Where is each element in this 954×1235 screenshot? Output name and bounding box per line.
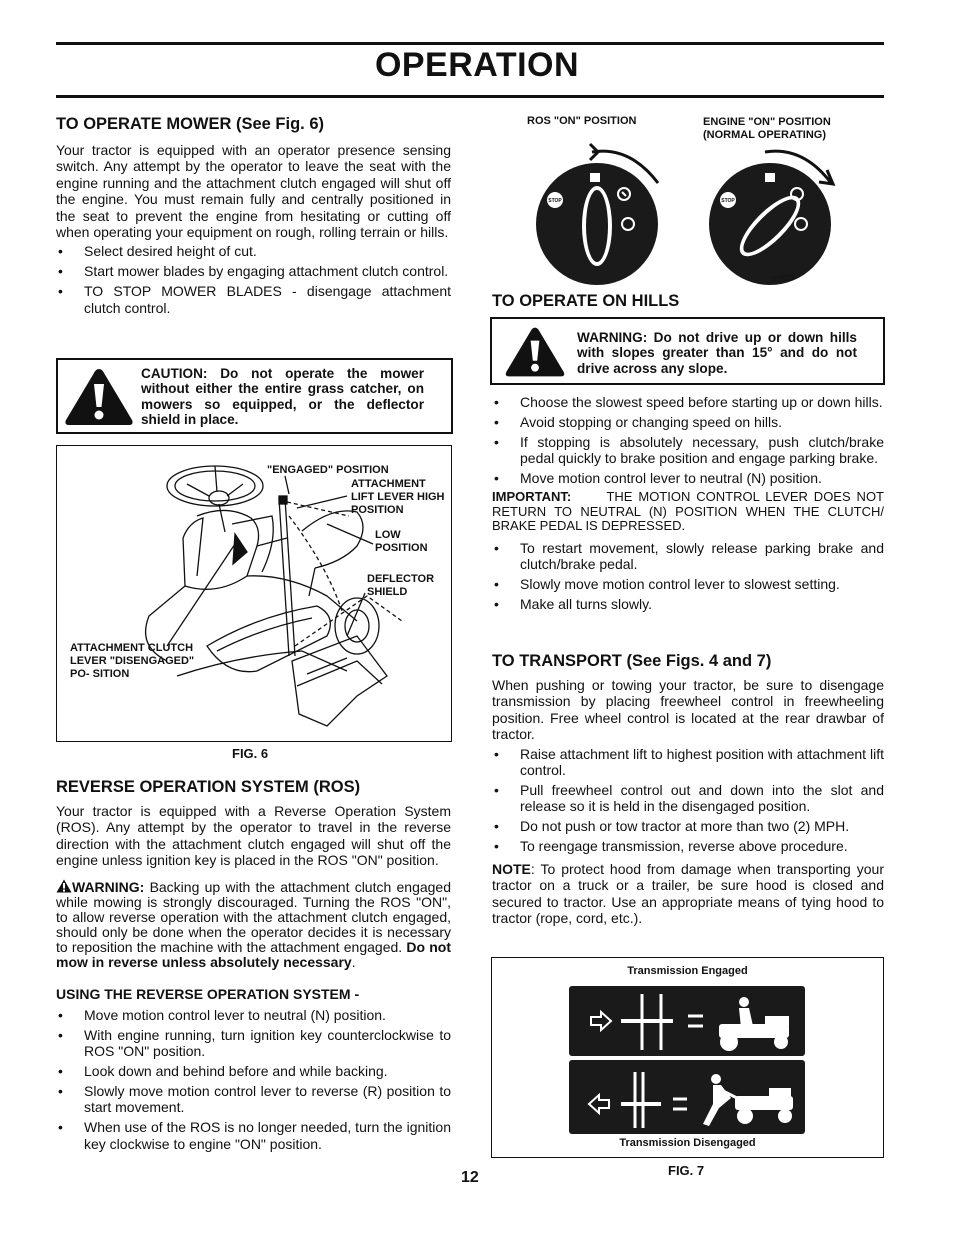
list-item: • Do not push or tow tractor at more than two (2) MPH.	[492, 818, 884, 834]
list-item: • TO STOP MOWER BLADES - disengage attachment clutch control.	[56, 283, 451, 316]
label-lift-lever: ATTACHMENT LIFT LEVER HIGH POSITION	[351, 478, 445, 516]
important-note: IMPORTANT: THE MOTION CONTROL LEVER DOES NOT RETURN TO NEUTRAL (N) POSITION WHEN THE CLUTCH/ BRAKE PEDAL IS DEPRESSED.	[492, 489, 885, 534]
label-deflector-shield: DEFLECTOR SHIELD	[367, 573, 435, 598]
label-engine-on-position: ENGINE "ON" POSITION (NORMAL OPERATING)	[703, 116, 831, 141]
label-ros-on-position: ROS "ON" POSITION	[527, 115, 637, 127]
transport-bullets	[492, 746, 884, 855]
fig6-caption: FIG. 6	[232, 746, 269, 761]
caution-box	[56, 358, 453, 434]
list-item: • Select desired height of cut.	[56, 243, 451, 259]
hills-bullets-2	[492, 540, 884, 613]
hills-content	[492, 394, 884, 616]
list-item: • Look down and behind before and while backing.	[56, 1063, 451, 1079]
list-item: • Move motion control lever to neutral (N) position.	[492, 470, 884, 486]
hills-bullets	[492, 394, 884, 487]
list-item: • Choose the slowest speed before starting up or down hills.	[492, 394, 884, 410]
list-item: • Slowly move motion control lever to reverse (R) position to start movement.	[56, 1083, 451, 1116]
ros-subheading: USING THE REVERSE OPERATION SYSTEM -	[56, 985, 360, 1002]
ros-warning: WARNING: Backing up with the attachment clutch engaged while mowing is strongly discouraged. Turning the ROS "ON", to allow reverse operation with the attachment clutch engaged, should only be done when the operator decides it is necessary to reposition the machine with the attachment engaged. Do not mow in reverse unless absolutely necessary.	[56, 878, 452, 970]
label-low-position: LOW POSITION	[375, 529, 428, 554]
list-item: • Slowly move motion control lever to slowest setting.	[492, 576, 884, 592]
mower-body: Your tractor is equipped with an operator presence sensing switch. Any attempt by the operator to leave the seat with the engine running and the attachment clutch engaged will shut off the engine. You must remain fully and centrally positioned in the seat to prevent the engine from hesitating or cutting off when operating your equipment on rough, rolling terrain or hills.	[56, 142, 451, 241]
list-item: • With engine running, turn ignition key counterclockwise to ROS "ON" position.	[56, 1027, 451, 1060]
stop-label: STOP	[548, 198, 562, 204]
transport-heading: TO TRANSPORT (See Figs. 4 and 7)	[492, 652, 772, 670]
transport-note: NOTE: To protect hood from damage when transporting your tractor on a truck or a trailer, be sure hood is closed and secured to tractor. Use an appropriate means of tying hood to tractor (rope, cord, etc.).	[492, 860, 884, 927]
transmission-panel	[569, 986, 805, 1134]
fig7-caption: FIG. 7	[668, 1163, 705, 1178]
list-item: • Move motion control lever to neutral (N) position.	[56, 1007, 451, 1023]
section-operate-mower	[56, 115, 451, 320]
hills-warning-text: WARNING: Do not drive up or down hills with slopes greater than 15° and do not drive across any slope.	[577, 330, 857, 376]
section-ros	[56, 778, 451, 1156]
list-item: • To reengage transmission, reverse above procedure.	[492, 838, 884, 854]
mower-bullets	[56, 243, 451, 316]
mower-heading: TO OPERATE MOWER (See Fig. 6)	[56, 115, 324, 133]
label-transmission-engaged: Transmission Engaged	[627, 965, 748, 977]
list-item: • To restart movement, slowly release parking brake and clutch/brake pedal.	[492, 540, 884, 573]
ros-heading: REVERSE OPERATION SYSTEM (ROS)	[56, 778, 361, 796]
hills-heading: TO OPERATE ON HILLS	[492, 292, 680, 310]
label-engaged-position: "ENGAGED" POSITION	[267, 464, 389, 476]
ros-bullets	[56, 1007, 451, 1153]
list-item: • Make all turns slowly.	[492, 596, 884, 612]
ignition-switch-ros-icon	[520, 138, 670, 288]
section-hills	[492, 292, 884, 311]
stop-label: STOP	[721, 198, 735, 204]
page-number: 12	[461, 1169, 479, 1186]
warning-triangle-icon	[56, 879, 72, 893]
list-item: • Raise attachment lift to highest position with attachment lift control.	[492, 746, 884, 779]
section-transport	[492, 652, 884, 926]
hills-warning-box	[490, 317, 885, 385]
figure-code: 02828	[771, 272, 795, 285]
warning-triangle-icon	[502, 325, 568, 379]
header-bottom-rule	[56, 95, 884, 98]
label-transmission-disengaged: Transmission Disengaged	[619, 1137, 756, 1149]
list-item: • Pull freewheel control out and down into the slot and release so it is held in the disengaged position.	[492, 782, 884, 815]
list-item: • When use of the ROS is no longer needed, turn the ignition key clockwise to engine "ON" position.	[56, 1119, 451, 1152]
label-clutch-lever: ATTACHMENT CLUTCH LEVER "DISENGAGED" PO- SITION	[70, 642, 195, 680]
page-title: OPERATION	[374, 46, 580, 84]
ignition-switch-engine-icon	[693, 138, 843, 288]
list-item: • If stopping is absolutely necessary, push clutch/brake pedal quickly to brake position and engage parking brake.	[492, 434, 884, 467]
list-item: • Start mower blades by engaging attachment clutch control.	[56, 263, 451, 279]
warning-triangle-icon	[63, 366, 135, 428]
ros-body: Your tractor is equipped with a Reverse Operation System (ROS). Any attempt by the operator to travel in the reverse direction with the attachment clutch engaged will shut off the engine unless ignition key is placed in the ROS "ON" position.	[56, 803, 451, 869]
fig7-illustration	[491, 957, 884, 1158]
header-top-rule	[56, 42, 884, 45]
transport-body: When pushing or towing your tractor, be sure to disengage transmission by placing freewheel control in freewheeling position. Free wheel control is located at the rear drawbar of tractor.	[492, 677, 884, 743]
caution-text: CAUTION: Do not operate the mower without either the entire grass catcher, on mowers so equipped, or the deflector shield in place.	[141, 366, 424, 428]
fig6-illustration	[56, 445, 452, 742]
list-item: • Avoid stopping or changing speed on hills.	[492, 414, 884, 430]
